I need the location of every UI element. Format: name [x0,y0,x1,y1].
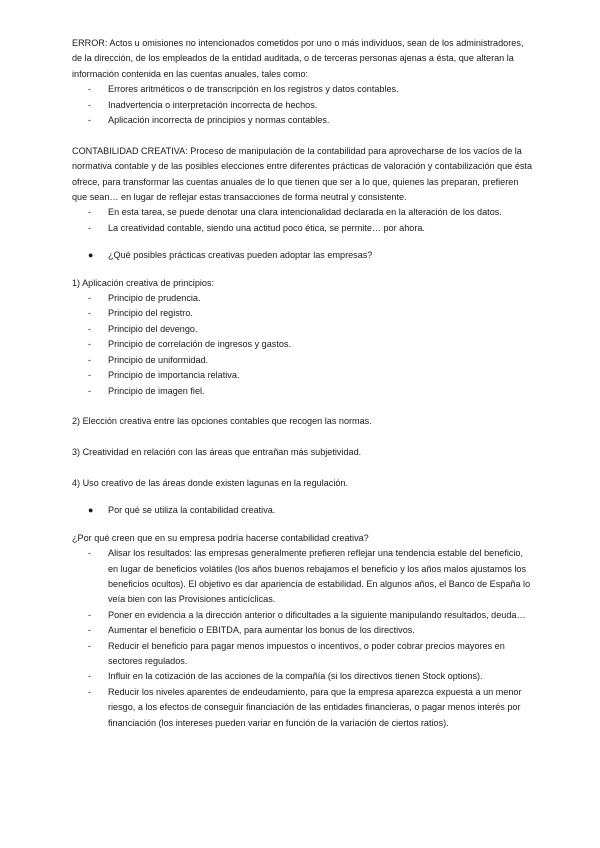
list-item: ● ¿Qué posibles prácticas creativas pueden adoptar las empresas? [72,248,534,263]
list-item: - Reducir el beneficio para pagar menos impuestos o incentivos, o poder cobrar precios mayores en sectores regulados. [88,640,505,666]
spacer [72,461,534,476]
dash-marker: - [88,686,92,697]
creative-list [72,205,534,236]
dash-marker: - [88,115,92,126]
dash-marker: - [88,99,92,110]
reasons-list [72,546,534,731]
dash-marker: - [88,370,92,381]
error-list [72,82,534,128]
dash-marker: - [88,609,92,620]
bullet-icon: ● [88,505,94,516]
question-list [72,248,534,263]
section-heading: 1) Aplicación creativa de principios: [72,277,215,288]
list-item: - La creatividad contable, siendo una actitud poco ética, se permite… por ahora. [72,221,534,236]
creative-accounting-definition: CONTABILIDAD CREATIVA: Proceso de manipulación de la contabilidad para aprovecharse de los vacíos de la normativa contable y de las posibles elecciones entre diferentes prácticas de valoración y contabilización que ésta ofrece, para transformar las cuentas anuales de lo que tienen que ser a lo que, quienes las preparan, prefieren que sean… en lugar de reflejar estas transacciones de forma neutral y consistente. [72,145,533,203]
list-item: - Poner en evidencia a la dirección anterior o dificultades a la siguiente manipulando resultados, deuda… [72,608,534,623]
dash-marker: - [88,548,92,559]
dash-marker: - [88,339,92,350]
section-heading: 3) Creatividad en relación con las áreas que entrañan más subjetividad. [72,447,362,458]
list-item: - Principio de correlación de ingresos y gastos. [72,337,534,352]
spacer [72,491,534,503]
list-item: - Principio de uniformidad. [72,353,534,368]
list-item: - Errores aritméticos o de transcripción en los registros y datos contables. [72,82,534,97]
dash-marker: - [88,640,92,651]
list-item: - Reducir los niveles aparentes de endeudamiento, para que la empresa aparezca expuesta a un menor riesgo, a los efectos de conseguir financiación de las entidades financieras, o pagar menos interés por financiación (los intereses pueden variar en función de la variación de ciertos ratios). [88,686,522,728]
dash-marker: - [88,354,92,365]
dash-marker: - [88,222,92,233]
list-item: - Principio de imagen fiel. [72,384,534,399]
list-item: - Influir en la cotización de las acciones de la compañía (si los directivos tienen Stock options). [72,669,534,684]
spacer [72,236,534,248]
list-item: - Principio del registro. [72,306,534,321]
list-item: ● Por qué se utiliza la contabilidad creativa. [72,503,534,518]
list-item: - Principio del devengo. [72,322,534,337]
section-heading: 4) Uso creativo de las áreas donde existen lagunas en la regulación. [72,477,349,488]
section-heading: ¿Por qué creen que en su empresa podría hacerse contabilidad creativa? [72,532,369,543]
spacer [72,264,534,276]
dash-marker: - [88,207,92,218]
spacer [72,399,534,414]
question-list [72,503,534,518]
spacer [72,519,534,531]
dash-marker: - [88,323,92,334]
dash-marker: - [88,293,92,304]
error-definition: ERROR: Actos u omisiones no intencionados cometidos por uno o más individuos, sean de los administradores, de la dirección, de los empleados de la entidad auditada, o de terceras personas ajenas a ésta, que alteran la información contenida en las cuentas anuales, tales como: [72,38,524,79]
section-heading: 2) Elección creativa entre las opciones contables que recogen las normas. [72,416,372,427]
list-item: - Inadvertencia o interpretación incorrecta de hechos. [72,98,534,113]
dash-marker: - [88,671,92,682]
dash-marker: - [88,84,92,95]
list-item: - Principio de importancia relativa. [72,368,534,383]
list-item: - Aumentar el beneficio o EBITDA, para aumentar los bonus de los directivos. [72,623,534,638]
bullet-icon: ● [88,250,94,261]
dash-marker: - [88,385,92,396]
list-item: - Aplicación incorrecta de principios y normas contables. [72,113,534,128]
dash-marker: - [88,625,92,636]
list-item: - Principio de prudencia. [72,291,534,306]
spacer [72,430,534,445]
principles-list [72,291,534,399]
document-body [72,36,534,731]
spacer [72,128,534,143]
list-item: - En esta tarea, se puede denotar una clara intencionalidad declarada en la alteración de los datos. [72,205,534,220]
dash-marker: - [88,308,92,319]
list-item: - Alisar los resultados: las empresas generalmente prefieren reflejar una tendencia estable del beneficio, en lugar de beneficios volátiles (los años buenos rebajamos el beneficio y los años malos ajustamos los beneficios ocultos). El objetivo es dar apariencia de estabilidad. En algunos años, el Banco de España lo veía bien con las Provisiones anticíclicas. [88,548,531,605]
